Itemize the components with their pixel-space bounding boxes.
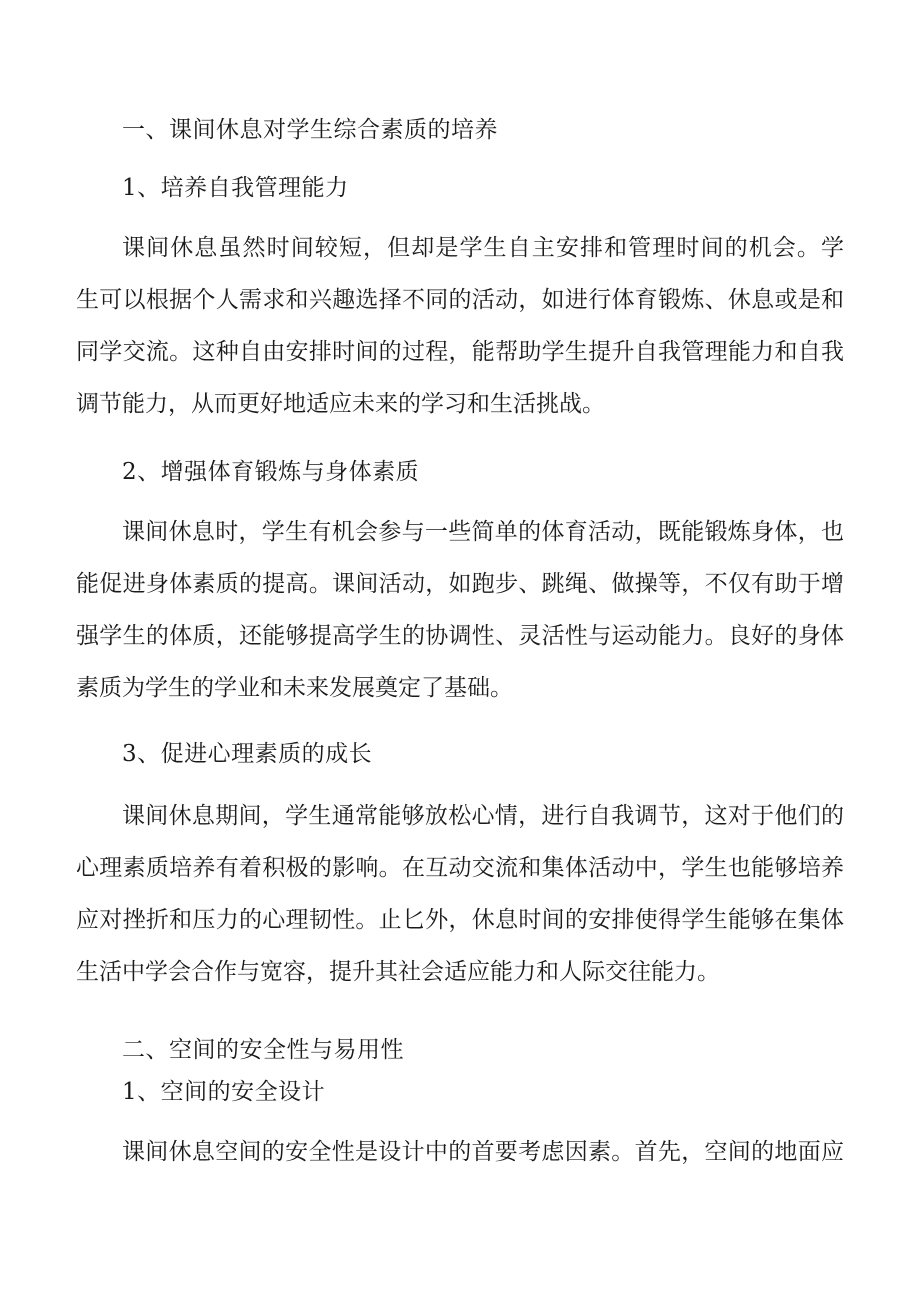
section-heading-2: 二、空间的安全性与易用性: [122, 1037, 404, 1063]
paragraph-line: 课间休息空间的安全性是设计中的首要考虑因素。首先，空间的地面应: [122, 1139, 844, 1165]
paragraph-line: 同学交流。这种自由安排时间的过程，能帮助学生提升自我管理能力和自我: [76, 339, 844, 365]
paragraph-line: 生可以根据个人需求和兴趣选择不同的活动，如进行体育锻炼、休息或是和: [76, 287, 844, 313]
paragraph-3: [76, 790, 844, 998]
subsection-heading-3: 3、促进心理素质的成长: [122, 741, 373, 767]
paragraph-line: 能促进身体素质的提高。课间活动，如跑步、跳绳、做操等，不仅有助于增: [76, 571, 844, 597]
paragraph-line: 心理素质培养有着积极的影响。在互动交流和集体活动中，学生也能够培养: [76, 855, 844, 881]
section-heading-1: 一、课间休息对学生综合素质的培养: [122, 117, 498, 143]
paragraph-line: 课间休息虽然时间较短，但却是学生自主安排和管理时间的机会。学: [122, 235, 844, 261]
subsection-heading-2: 2、增强体育锻炼与身体素质: [122, 459, 420, 485]
paragraph-line: 调节能力，从而更好地适应未来的学习和生活挑战。: [76, 391, 605, 417]
paragraph-4: [122, 1126, 844, 1178]
subsection-heading-1: 1、培养自我管理能力: [122, 175, 349, 201]
subsection-heading-4: 1、空间的安全设计: [122, 1079, 326, 1105]
paragraph-line: 素质为学生的学业和未来发展奠定了基础。: [76, 675, 513, 701]
paragraph-line: 课间休息时，学生有机会参与一些简单的体育活动，既能锻炼身体，也: [122, 519, 844, 545]
paragraph-line: 强学生的体质，还能够提高学生的协调性、灵活性与运动能力。良好的身体: [76, 623, 844, 649]
paragraph-line: 课间休息期间，学生通常能够放松心情，进行自我调节，这对于他们的: [122, 803, 844, 829]
paragraph-1: [76, 222, 844, 430]
paragraph-line: 应对挫折和压力的心理韧性。止匕外，休息时间的安排使得学生能够在集体: [76, 907, 844, 933]
paragraph-2: [76, 506, 844, 714]
paragraph-line: 生活中学会合作与宽容，提升其社会适应能力和人际交往能力。: [76, 959, 720, 985]
